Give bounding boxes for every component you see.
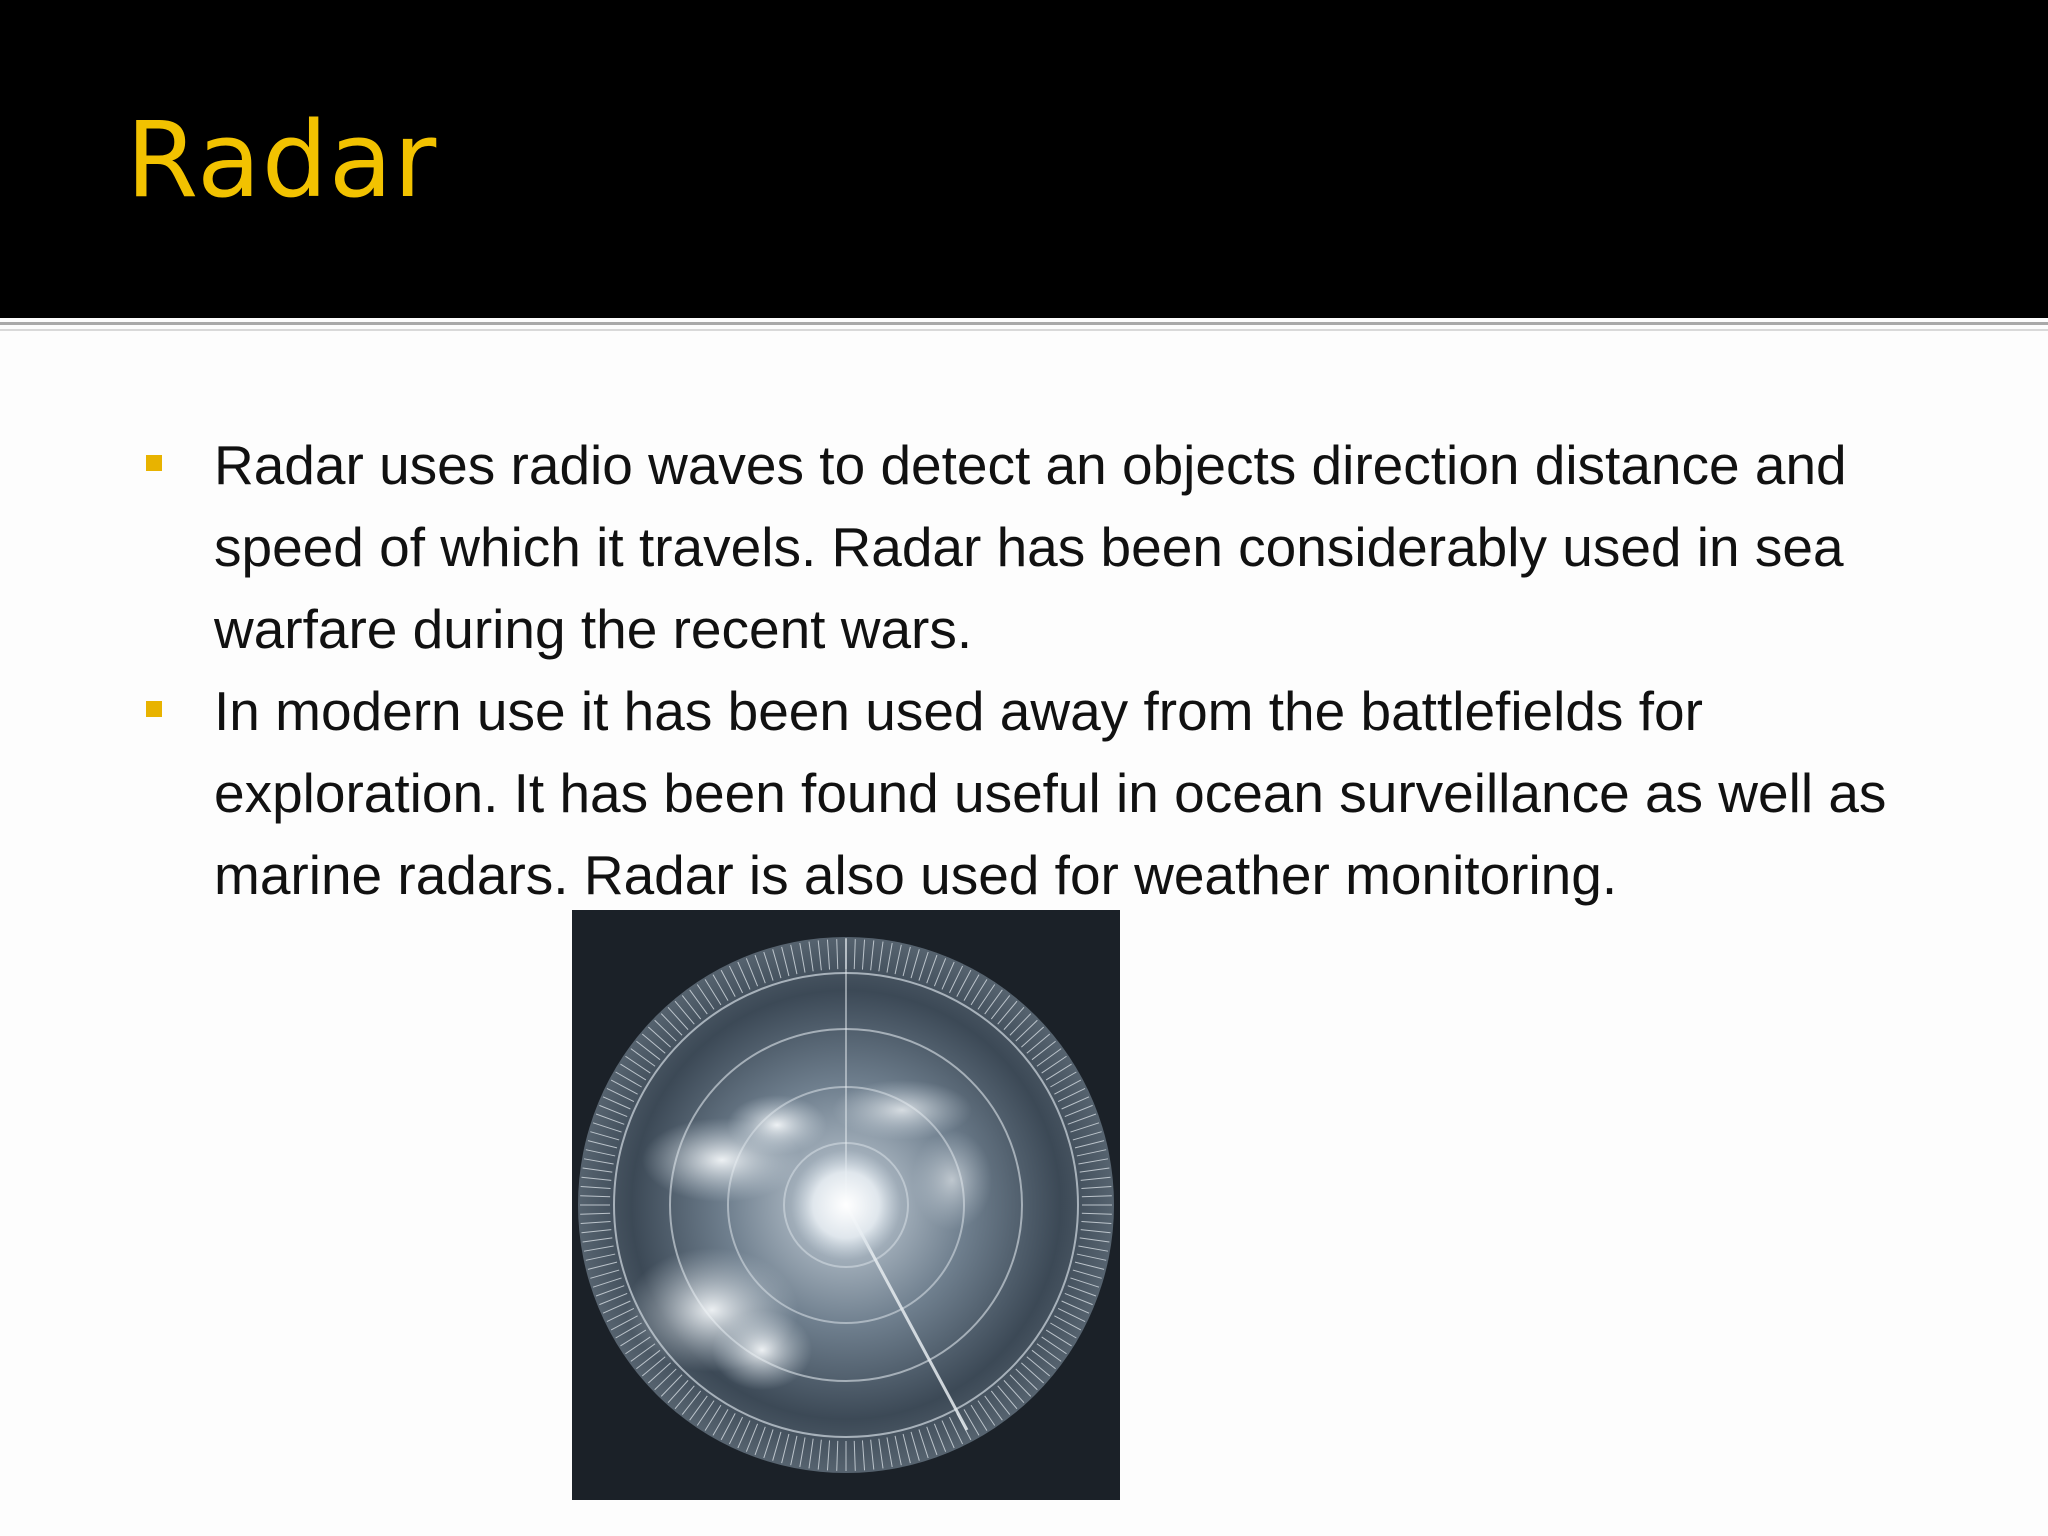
title-divider [0, 322, 2048, 325]
square-bullet-icon [146, 701, 162, 717]
bullet-item [214, 670, 1934, 916]
bullet-item [214, 424, 1934, 670]
slide-title: Radar [126, 99, 438, 221]
square-bullet-icon [146, 455, 162, 471]
bullet-text: Radar uses radio waves to detect an objects direction distance and speed of which it travels. Radar has been considerably used in sea warfare during the recent wars. [214, 434, 1847, 660]
bullet-list [214, 424, 1934, 916]
title-divider-secondary [0, 329, 2048, 331]
radar-scope-image [572, 910, 1120, 1500]
bullet-text: In modern use it has been used away from the battlefields for exploration. It has been found useful in ocean surveillance as well as marine radars. Radar is also used for weather monitoring. [214, 680, 1887, 906]
